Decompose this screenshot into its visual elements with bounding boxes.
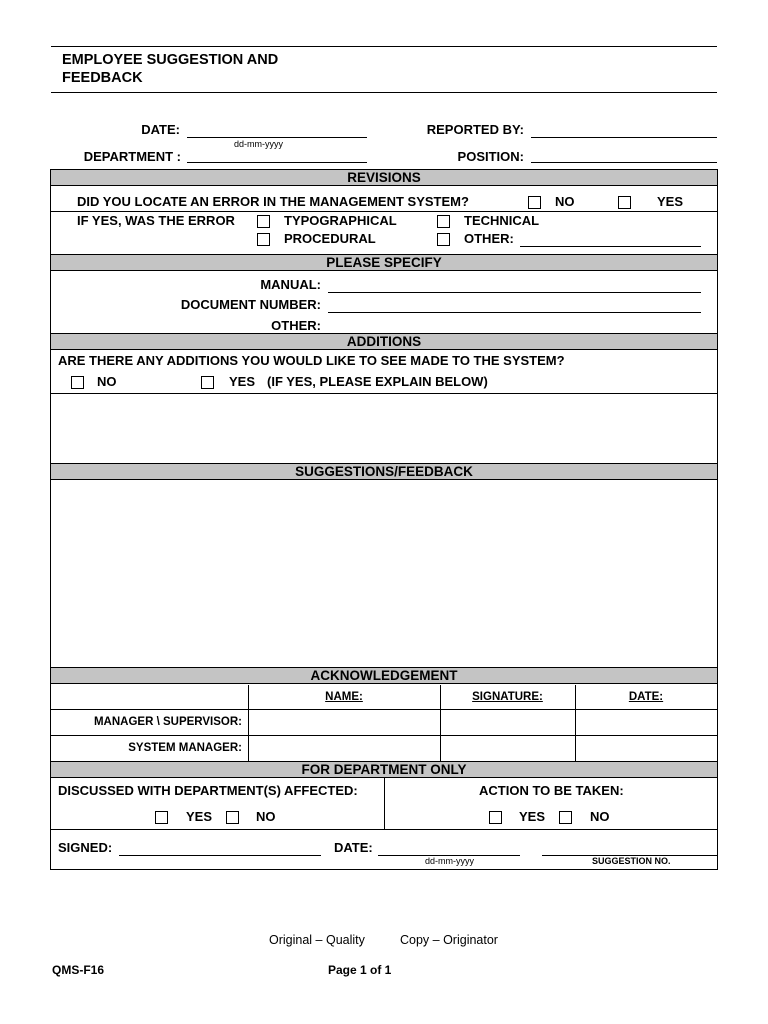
additions-no-checkbox[interactable] (71, 376, 84, 389)
date-field[interactable] (187, 137, 367, 138)
header-bottom-rule (51, 92, 717, 93)
error-type-prompt: IF YES, WAS THE ERROR (77, 213, 235, 228)
department-label: DEPARTMENT : (83, 149, 181, 164)
revisions-no-checkbox[interactable] (528, 196, 541, 209)
discussed-label: DISCUSSED WITH DEPARTMENT(S) AFFECTED: (58, 783, 358, 798)
procedural-checkbox[interactable] (257, 233, 270, 246)
form-title-line1: EMPLOYEE SUGGESTION AND (62, 52, 279, 68)
typographical-label: TYPOGRAPHICAL (284, 213, 397, 228)
distribution-original: Original – Quality (269, 933, 365, 947)
page-number: Page 1 of 1 (328, 963, 392, 977)
position-label: POSITION: (457, 149, 524, 164)
revisions-header: REVISIONS (51, 169, 717, 186)
additions-explanation-area[interactable] (51, 394, 717, 463)
dept-col-divider (384, 778, 385, 829)
system-manager-name-cell[interactable] (249, 736, 440, 761)
document-number-field[interactable] (328, 312, 701, 313)
form-border-bottom (50, 869, 718, 870)
system-manager-date-cell[interactable] (576, 736, 717, 761)
revisions-question: DID YOU LOCATE AN ERROR IN THE MANAGEMENT SYSTEM? (77, 194, 469, 209)
distribution-copy: Copy – Originator (400, 933, 498, 947)
other-error-field[interactable] (520, 246, 701, 247)
technical-label: TECHNICAL (464, 213, 540, 228)
dept-date-hint: dd-mm-yyyy (425, 856, 474, 866)
date-hint: dd-mm-yyyy (234, 139, 283, 149)
revisions-divider (51, 211, 717, 212)
action-no-checkbox[interactable] (559, 811, 572, 824)
manager-signature-cell[interactable] (441, 710, 575, 735)
revisions-yes-checkbox[interactable] (618, 196, 631, 209)
suggestion-no-label: SUGGESTION NO. (592, 856, 671, 866)
additions-yes-checkbox[interactable] (201, 376, 214, 389)
manual-field[interactable] (328, 292, 701, 293)
other-error-label: OTHER: (464, 231, 514, 246)
signed-label: SIGNED: (58, 840, 113, 855)
suggestions-header: SUGGESTIONS/FEEDBACK (51, 463, 717, 480)
action-yes-label: YES (519, 809, 546, 824)
discussed-no-checkbox[interactable] (226, 811, 239, 824)
document-number-label: DOCUMENT NUMBER: (180, 297, 321, 312)
additions-no-label: NO (97, 374, 117, 389)
discussed-yes-checkbox[interactable] (155, 811, 168, 824)
additions-question: ARE THERE ANY ADDITIONS YOU WOULD LIKE TO SEE MADE TO THE SYSTEM? (58, 353, 565, 368)
system-manager-signature-cell[interactable] (441, 736, 575, 761)
form-border-right (717, 169, 718, 869)
form-title-line2: FEEDBACK (62, 70, 143, 86)
date-label: DATE: (141, 122, 180, 137)
acknowledgement-header: ACKNOWLEDGEMENT (51, 667, 717, 684)
discussed-no-label: NO (256, 809, 276, 824)
header-top-rule (51, 46, 717, 47)
technical-checkbox[interactable] (437, 215, 450, 228)
system-manager-label: SYSTEM MANAGER: (128, 742, 242, 754)
form-code: QMS-F16 (52, 963, 105, 977)
manual-label: MANUAL: (260, 277, 321, 292)
manager-supervisor-label: MANAGER \ SUPERVISOR: (93, 716, 242, 728)
reported-by-label: REPORTED BY: (426, 122, 524, 137)
specify-other-label: OTHER: (271, 318, 321, 333)
other-error-checkbox[interactable] (437, 233, 450, 246)
action-no-label: NO (590, 809, 610, 824)
dept-date-label: DATE: (334, 840, 373, 855)
revisions-yes-label: YES (657, 194, 684, 209)
ack-date-header: DATE: (628, 691, 664, 703)
ack-name-header: NAME: (325, 691, 363, 703)
typographical-checkbox[interactable] (257, 215, 270, 228)
revisions-no-label: NO (555, 194, 575, 209)
additions-yes-label: YES (229, 374, 256, 389)
position-field[interactable] (531, 162, 717, 163)
additions-header: ADDITIONS (51, 333, 717, 350)
procedural-label: PROCEDURAL (284, 231, 376, 246)
reported-by-field[interactable] (531, 137, 717, 138)
please-specify-header: PLEASE SPECIFY (51, 254, 717, 271)
manager-name-cell[interactable] (249, 710, 440, 735)
discussed-yes-label: YES (186, 809, 213, 824)
action-yes-checkbox[interactable] (489, 811, 502, 824)
manager-date-cell[interactable] (576, 710, 717, 735)
action-label: ACTION TO BE TAKEN: (479, 783, 624, 798)
department-field[interactable] (187, 162, 367, 163)
dept-divider (51, 829, 717, 830)
department-only-header: FOR DEPARTMENT ONLY (51, 761, 717, 778)
suggestions-feedback-area[interactable] (51, 481, 717, 667)
additions-explain-note: (IF YES, PLEASE EXPLAIN BELOW) (267, 374, 488, 389)
ack-signature-header: SIGNATURE: (472, 691, 543, 703)
signed-field[interactable] (119, 855, 321, 856)
